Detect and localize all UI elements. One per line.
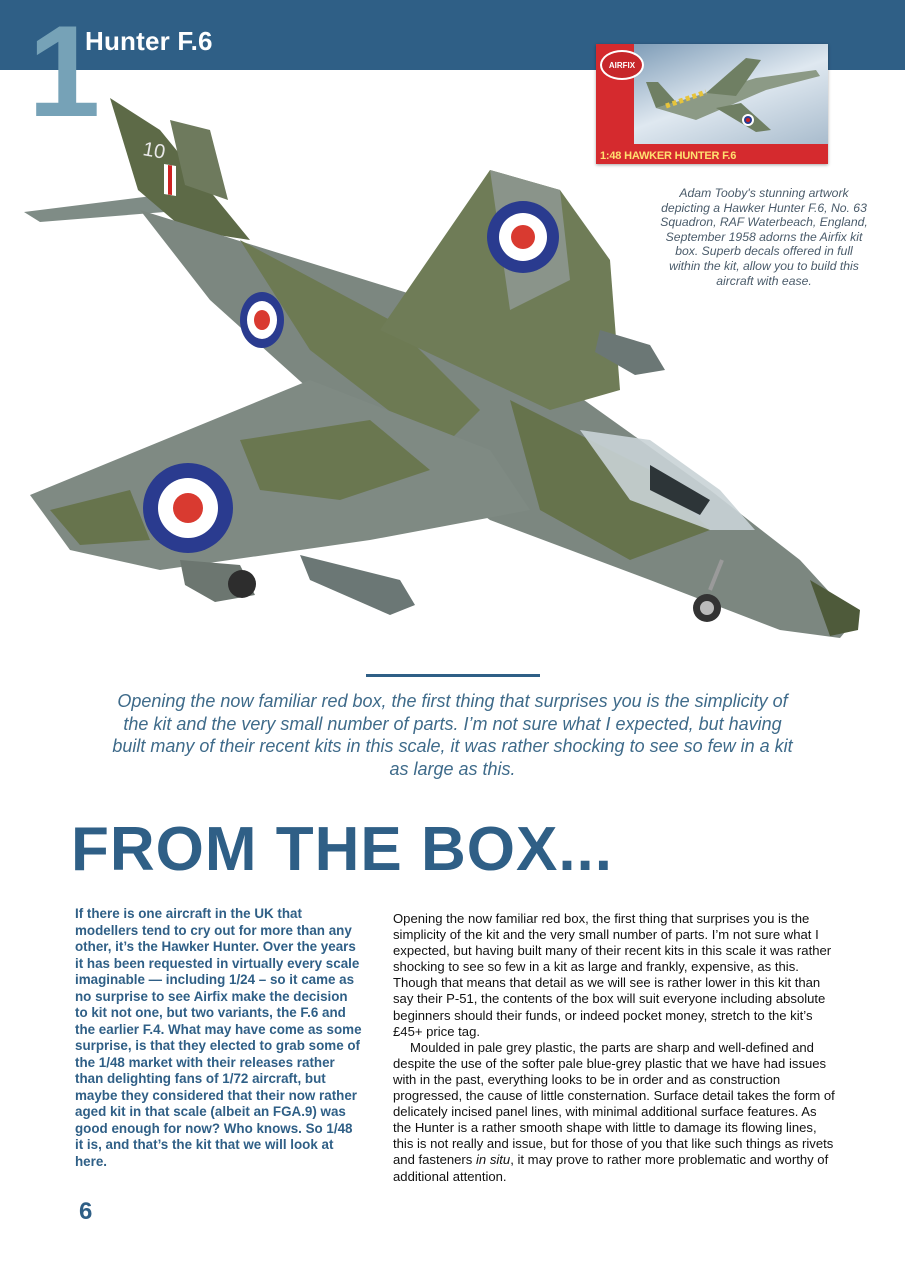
page-title: Hunter F.6: [85, 26, 213, 56]
hunter-model-photo: [10, 90, 890, 660]
airfix-logo: AIRFIX: [600, 50, 644, 80]
body-paragraph-2: [393, 1040, 835, 1185]
box-art-name: HAWKER HUNTER F.6: [624, 150, 737, 162]
box-art-description: Adam Tooby's stunning artwork depicting a Hawker Hunter F.6, No. 63 Squadron, RAF Waterbeach, England, September 1958 adorns the Airfix kit box. Superb decals offered in full within the kit, allow you to build this aircraft with ease.: [660, 186, 868, 288]
page-number: 6: [79, 1198, 93, 1225]
body-paragraph-2-text-a: Moulded in pale grey plastic, the parts are sharp and well-defined and despite the use of the softer pale blue-grey plastic that we have had issues with in the past, everything looks to be in order and as construction progressed, the cause of little consternation. Surface detail takes the form of delicately incised panel lines, with minimal additional surface features. As the Hunter is a rather smooth shape with little to damage its flowing lines, this is not really and issue, but for those of you that like such things as rivets and fasteners: [393, 1039, 835, 1168]
pull-quote: Opening the now familiar red box, the first thing that surprises you is the simplicity of the kit and the very small number of parts. I’m not sure what I expected, but having built many of their recent kits in this scale, it was rather shocking to see so few in a kit as large as this.: [112, 691, 793, 779]
body-paragraph-2-text-b: , it may prove to rather more problematic and worthy of additional attention.: [393, 1152, 829, 1184]
tail-code: 10: [141, 138, 167, 164]
chapter-number-text: 1: [28, 0, 101, 144]
intro-paragraph: If there is one aircraft in the UK that modellers tend to cry out for more than any other, it’s the Hawker Hunter. Over the years it has been requested in virtually every scale imaginable — including 1/24 – so it came as no surprise to see Airfix make the decision to kit not one, but two variants, the F.6 and the earlier F.4. What may have come as some surprise, is that they elected to grab some of the 1/48 market with their releases rather than delighting fans of 1/72 aircraft, but maybe they considered that their now rather aged kit in that scale (albeit an FGA.9) was good enough for now? Who knows. So 1/48 it is, and that’s the kit that we will look at here.: [75, 906, 362, 1169]
divider-rule: [366, 674, 540, 677]
body-paragraph-1: Opening the now familiar red box, the first thing that surprises you is the simplicity of the kit and the very small number of parts. I’m not sure what I expected, but having built many of their recent kits in this scale it was rather shocking to see so few in a kit as large and frankly, expensive, as this. Though that means that detail as we will see is rather lower in this kit than say their P-51, the contents of the box will suit everyone including absolute beginners should their funds, or indeed pocket money, stretch to the kit’s £45+ price tag.: [393, 911, 832, 1039]
body-paragraph-2-emphasis: in situ: [475, 1152, 511, 1168]
body-column: [393, 911, 835, 1185]
section-title: FROM THE BOX...: [71, 815, 613, 884]
box-art-scale: 1:48: [600, 150, 622, 162]
